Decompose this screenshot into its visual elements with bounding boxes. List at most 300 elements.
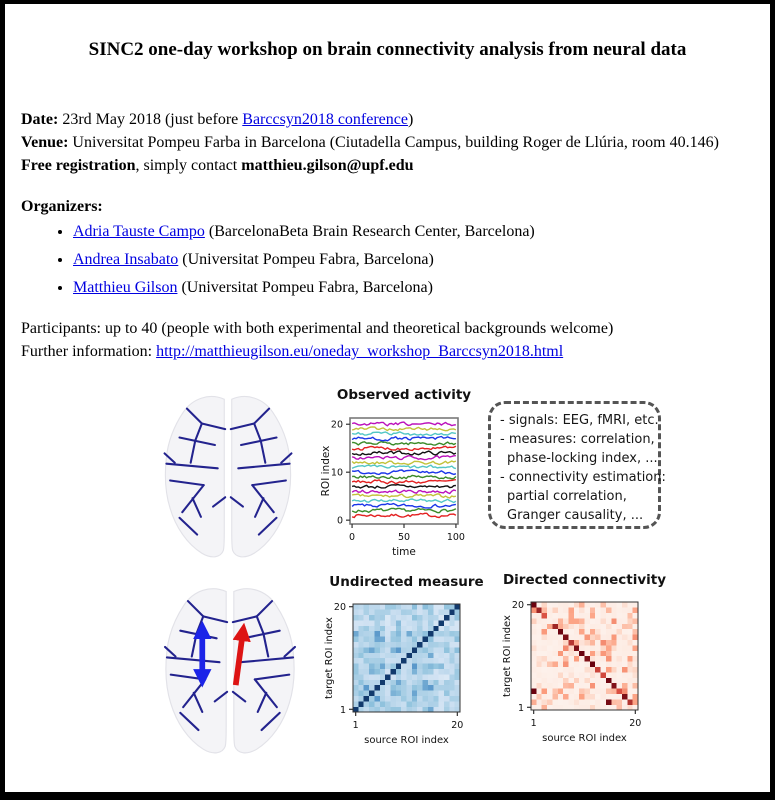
annotation-line: partial correlation, [507, 489, 627, 504]
heatmap-cell [633, 602, 639, 608]
heatmap-cell [449, 653, 455, 659]
heatmap-cell [369, 690, 375, 696]
heatmap-cell [622, 634, 628, 640]
roi-trace [352, 461, 456, 465]
heatmap-cell [412, 707, 418, 713]
roi-trace [352, 504, 456, 508]
heatmap-cell [407, 658, 413, 664]
heatmap-cell [396, 669, 402, 675]
heatmap-cell [364, 663, 370, 669]
heatmap-cell [579, 683, 585, 689]
heatmap-cell [595, 607, 601, 613]
heatmap-cell [412, 653, 418, 659]
heatmap-cell [385, 626, 391, 632]
heatmap-cell [552, 678, 558, 684]
heatmap-cell [374, 653, 380, 659]
heatmap-cell [585, 667, 591, 673]
heatmap-cell [417, 642, 423, 648]
heatmap-cell [390, 685, 396, 691]
heatmap-cell [542, 613, 548, 619]
heatmap-cell [536, 699, 542, 705]
heatmap-cell [353, 690, 359, 696]
heatmap-cell [369, 636, 375, 642]
heatmap-cell [401, 669, 407, 675]
heatmap-cell [563, 678, 569, 684]
heatmap-cell [401, 680, 407, 686]
heatmap-cell [396, 615, 402, 621]
heatmap-cell [595, 705, 601, 711]
heatmap-cell [595, 688, 601, 694]
heatmap-cell [585, 688, 591, 694]
heatmap-cell [568, 629, 574, 635]
x-axis-label: time [392, 546, 416, 557]
heatmap-cell [601, 613, 607, 619]
heatmap-cell [374, 663, 380, 669]
heatmap-cell [401, 626, 407, 632]
heatmap-cell [433, 609, 439, 615]
further-info-line [21, 340, 754, 363]
heatmap-cell [385, 658, 391, 664]
heatmap-cell [444, 680, 450, 686]
heatmap-cell [412, 626, 418, 632]
heatmap-cell [627, 613, 633, 619]
heatmap-cell [364, 707, 370, 713]
heatmap-cell [542, 705, 548, 711]
heatmap-cell [428, 642, 434, 648]
heatmap-cell [380, 609, 386, 615]
heatmap-cell [552, 667, 558, 673]
heatmap-cell [396, 647, 402, 653]
heatmap-cell [595, 645, 601, 651]
heatmap-cell [568, 651, 574, 657]
heatmap-cell [585, 640, 591, 646]
roi-trace [352, 427, 456, 431]
heatmap-cell [611, 618, 617, 624]
contact-email: matthieu.gilson@upf.edu [241, 157, 414, 174]
heatmap-cell [423, 626, 429, 632]
x-axis-label: source ROI index [364, 735, 449, 746]
heatmap-cell [390, 696, 396, 702]
heatmap-cell [412, 615, 418, 621]
heatmap-cell [579, 613, 585, 619]
heatmap-cell [601, 672, 607, 678]
heatmap-cell [622, 667, 628, 673]
heatmap-cell [428, 696, 434, 702]
heatmap-cell [374, 620, 380, 626]
heatmap-cell [601, 618, 607, 624]
brain-left-hemisphere [165, 397, 226, 557]
y-tick-label: 1 [339, 704, 346, 716]
heatmap-cell [585, 694, 591, 700]
heatmap-cell [547, 645, 553, 651]
heatmap-cell [364, 680, 370, 686]
heatmap-cell [536, 651, 542, 657]
heatmap-cell [358, 663, 364, 669]
heatmap-cell [385, 680, 391, 686]
heatmap-cell [617, 651, 623, 657]
heatmap-cell [396, 690, 402, 696]
heatmap-cell [358, 696, 364, 702]
heatmap-cell [439, 653, 445, 659]
heatmap-cell [601, 699, 607, 705]
heatmap-cell [374, 647, 380, 653]
x-tick-label: 20 [629, 718, 642, 729]
heatmap-cell [558, 607, 564, 613]
heatmap-cell [568, 602, 574, 608]
heatmap-cell [579, 640, 585, 646]
heatmap-cell [611, 656, 617, 662]
heatmap-cell [358, 604, 364, 610]
heatmap-cell [611, 651, 617, 657]
heatmap-cell [627, 699, 633, 705]
heatmap-cell [374, 707, 380, 713]
heatmap-cell [433, 631, 439, 637]
heatmap-cell [407, 620, 413, 626]
heatmap-cell [364, 631, 370, 637]
heatmap-cell [633, 634, 639, 640]
heatmap-cell [622, 694, 628, 700]
heatmap-cell [595, 661, 601, 667]
heatmap-cell [417, 609, 423, 615]
heatmap-cell [590, 683, 596, 689]
heatmap-cell [531, 624, 537, 630]
heatmap-cell [417, 631, 423, 637]
heatmap-cell [531, 667, 537, 673]
heatmap-cell [622, 618, 628, 624]
heatmap-cell [380, 701, 386, 707]
heatmap-cell [617, 640, 623, 646]
heatmap-cell [617, 607, 623, 613]
heatmap-cell [374, 680, 380, 686]
x-axis-label: source ROI index [542, 733, 627, 744]
heatmap-cell [396, 685, 402, 691]
heatmap-cell [558, 651, 564, 657]
heatmap-cell [542, 629, 548, 635]
heatmap-cell [617, 634, 623, 640]
heatmap-cell [417, 653, 423, 659]
heatmap-cell [633, 624, 639, 630]
heatmap-cell [595, 651, 601, 657]
heatmap-cell [574, 602, 580, 608]
heatmap-cell [449, 707, 455, 713]
heatmap-cell [353, 626, 359, 632]
heatmap-cell [595, 672, 601, 678]
heatmap-cell [449, 642, 455, 648]
heatmap-cell [606, 667, 612, 673]
heatmap-cell [455, 690, 461, 696]
heatmap-cell [585, 651, 591, 657]
organizer-link[interactable]: Andrea Insabato [73, 251, 179, 268]
heatmap-cell [439, 604, 445, 610]
heatmap-cell [385, 647, 391, 653]
heatmap-cell [401, 653, 407, 659]
heatmap-cell [531, 678, 537, 684]
heatmap-cell [374, 696, 380, 702]
heatmap-cell [444, 642, 450, 648]
heatmap-cell [396, 701, 402, 707]
heatmap-cell [595, 634, 601, 640]
heatmap-cell [552, 683, 558, 689]
heatmap-cell [401, 674, 407, 680]
heatmap-cell [428, 707, 434, 713]
annotation-line: phase-locking index, ... [507, 451, 658, 466]
heatmap-cell [390, 690, 396, 696]
heatmap-cell [579, 629, 585, 635]
heatmap-cell [455, 701, 461, 707]
heatmap-cell [574, 629, 580, 635]
heatmap-cell [579, 667, 585, 673]
heatmap-cell [390, 631, 396, 637]
heatmap-cell [449, 631, 455, 637]
heatmap-cell [622, 607, 628, 613]
heatmap-cell [444, 626, 450, 632]
heatmap-cell [358, 626, 364, 632]
heatmap-cell [579, 618, 585, 624]
heatmap-cell [531, 688, 537, 694]
heatmap-cell [542, 661, 548, 667]
heatmap-cell [412, 696, 418, 702]
heatmap-cell [574, 613, 580, 619]
further-info-link[interactable]: http://matthieugilson.eu/oneday_workshop_Barccsyn2018.html [156, 343, 564, 360]
roi-trace [352, 513, 456, 517]
heatmap-cell [374, 685, 380, 691]
methods-annotation-box [488, 401, 666, 529]
heatmap-cell [542, 672, 548, 678]
heatmap-cell [380, 615, 386, 621]
workshop-figure [21, 379, 754, 761]
heatmap-cell [531, 672, 537, 678]
heatmap-cell [396, 707, 402, 713]
heatmap-cell [601, 634, 607, 640]
heatmap-cell [585, 629, 591, 635]
heatmap-cell [531, 618, 537, 624]
heatmap-cell [552, 672, 558, 678]
heatmap-cell [552, 640, 558, 646]
y-tick-label: 10 [330, 467, 343, 479]
heatmap-cell [547, 699, 553, 705]
heatmap-cell [574, 683, 580, 689]
heatmap-cell [633, 656, 639, 662]
heatmap-cell [401, 663, 407, 669]
heatmap-cell [585, 613, 591, 619]
heatmap-cell [595, 624, 601, 630]
further-info-label: Further information: [21, 343, 157, 360]
heatmap-cell [574, 672, 580, 678]
heatmap-cell [455, 609, 461, 615]
heatmap-cell [547, 613, 553, 619]
heatmap-cell [633, 651, 639, 657]
heatmap-cell [417, 696, 423, 702]
heatmap-cell [380, 663, 386, 669]
heatmap-cell [568, 618, 574, 624]
roi-trace [352, 432, 456, 436]
heatmap-cell [374, 631, 380, 637]
heatmap-cell [536, 629, 542, 635]
organizer-item [73, 248, 754, 271]
heatmap-cell [590, 634, 596, 640]
heatmap-cell [563, 667, 569, 673]
heatmap-cell [449, 604, 455, 610]
heatmap-cell [547, 640, 553, 646]
heatmap-cell [568, 667, 574, 673]
heatmap-cell [428, 626, 434, 632]
heatmap-cell [606, 640, 612, 646]
heatmap-cell [531, 607, 537, 613]
heatmap-cell [536, 656, 542, 662]
heatmap-cell [563, 688, 569, 694]
heatmap-cell [601, 645, 607, 651]
venue-line [21, 131, 754, 154]
conference-link[interactable]: Barccsyn2018 conference [242, 111, 408, 128]
heatmap-cell [385, 701, 391, 707]
heatmap-cell [417, 680, 423, 686]
heatmap-cell [633, 699, 639, 705]
heatmap-cell [633, 661, 639, 667]
heatmap-cell [385, 669, 391, 675]
heatmap-cell [364, 690, 370, 696]
heatmap-cell [380, 604, 386, 610]
heatmap-cell [606, 672, 612, 678]
heatmap-cell [412, 674, 418, 680]
annotation-line: - connectivity estimation: [500, 470, 666, 485]
heatmap-cell [385, 663, 391, 669]
roi-trace [352, 446, 456, 450]
heatmap-cell [542, 645, 548, 651]
heatmap-cell [439, 647, 445, 653]
heatmap-cell [590, 607, 596, 613]
heatmap-cell [417, 636, 423, 642]
heatmap-cell [611, 672, 617, 678]
heatmap-cell [433, 674, 439, 680]
heatmap-cell [617, 678, 623, 684]
heatmap-cell [390, 620, 396, 626]
heatmap-cell [358, 615, 364, 621]
heatmap-cell [601, 640, 607, 646]
y-tick-label: 1 [517, 702, 524, 714]
organizer-link[interactable]: Adria Tauste Campo [73, 223, 205, 240]
heatmap-cell [444, 663, 450, 669]
heatmap-cell [449, 690, 455, 696]
heatmap-cell [590, 688, 596, 694]
heatmap-cell [579, 672, 585, 678]
heatmap-cell [547, 683, 553, 689]
organizers-heading: Organizers: [21, 198, 103, 215]
heatmap-cell [455, 669, 461, 675]
heatmap-cell [590, 624, 596, 630]
heatmap-cell [412, 609, 418, 615]
heatmap-cell [563, 640, 569, 646]
heatmap-cell [428, 631, 434, 637]
heatmap-cell [358, 636, 364, 642]
heatmap-cell [633, 705, 639, 711]
heatmap-cell [439, 674, 445, 680]
heatmap-cell [369, 653, 375, 659]
heatmap-cell [390, 680, 396, 686]
heatmap-cell [601, 683, 607, 689]
heatmap-cell [423, 663, 429, 669]
heatmap-cell [574, 678, 580, 684]
plot-title: Directed connectivity [502, 572, 667, 588]
heatmap-cell [390, 615, 396, 621]
heatmap-cell [622, 683, 628, 689]
heatmap-cell [439, 626, 445, 632]
heatmap-cell [412, 669, 418, 675]
heatmap-cell [585, 699, 591, 705]
heatmap-cell [590, 694, 596, 700]
heatmap-cell [574, 688, 580, 694]
heatmap-cell [595, 694, 601, 700]
heatmap-cell [423, 653, 429, 659]
heatmap-cell [385, 609, 391, 615]
heatmap-cell [353, 642, 359, 648]
date-text-after: ) [407, 111, 414, 128]
heatmap-cell [627, 661, 633, 667]
heatmap-cell [574, 656, 580, 662]
heatmap-cell [579, 694, 585, 700]
heatmap-cell [590, 640, 596, 646]
undirected-measure-plot [321, 569, 496, 747]
heatmap-cell [353, 663, 359, 669]
heatmap-cell [579, 624, 585, 630]
heatmap-cell [353, 609, 359, 615]
heatmap-cell [622, 678, 628, 684]
heatmap-cell [547, 705, 553, 711]
heatmap-cell [401, 690, 407, 696]
heatmap-cell [617, 602, 623, 608]
y-tick-label: 20 [511, 600, 524, 612]
heatmap-cell [358, 631, 364, 637]
heatmap-cell [611, 667, 617, 673]
heatmap-cell [423, 680, 429, 686]
heatmap-cell [547, 607, 553, 613]
heatmap-cell [536, 678, 542, 684]
heatmap-cell [353, 680, 359, 686]
heatmap-cell [449, 663, 455, 669]
heatmap-cell [396, 604, 402, 610]
heatmap-cell [417, 707, 423, 713]
heatmap-cell [585, 683, 591, 689]
heatmap-cell [579, 661, 585, 667]
heatmap-cell [385, 631, 391, 637]
heatmap-cell [396, 642, 402, 648]
organizer-link[interactable]: Matthieu Gilson [73, 279, 178, 296]
heatmap-cell [542, 656, 548, 662]
heatmap-cell [568, 688, 574, 694]
heatmap-cell [622, 602, 628, 608]
heatmap-cell [590, 699, 596, 705]
heatmap-cell [606, 688, 612, 694]
heatmap-cell [396, 626, 402, 632]
heatmap-cell [449, 696, 455, 702]
heatmap-cell [455, 674, 461, 680]
heatmap-cell [552, 613, 558, 619]
heatmap-cell [617, 694, 623, 700]
heatmap-cell [407, 663, 413, 669]
heatmap-cell [601, 629, 607, 635]
heatmap-cell [568, 645, 574, 651]
heatmap-cell [601, 656, 607, 662]
heatmap-cell [622, 705, 628, 711]
heatmap-cell [353, 620, 359, 626]
heatmap-cell [536, 667, 542, 673]
heatmap-cell [606, 634, 612, 640]
heatmap-cell [417, 674, 423, 680]
heatmap-cell [358, 669, 364, 675]
date-line [21, 108, 754, 131]
heatmap-cell [574, 618, 580, 624]
heatmap-cell [407, 674, 413, 680]
heatmap-cell [542, 694, 548, 700]
